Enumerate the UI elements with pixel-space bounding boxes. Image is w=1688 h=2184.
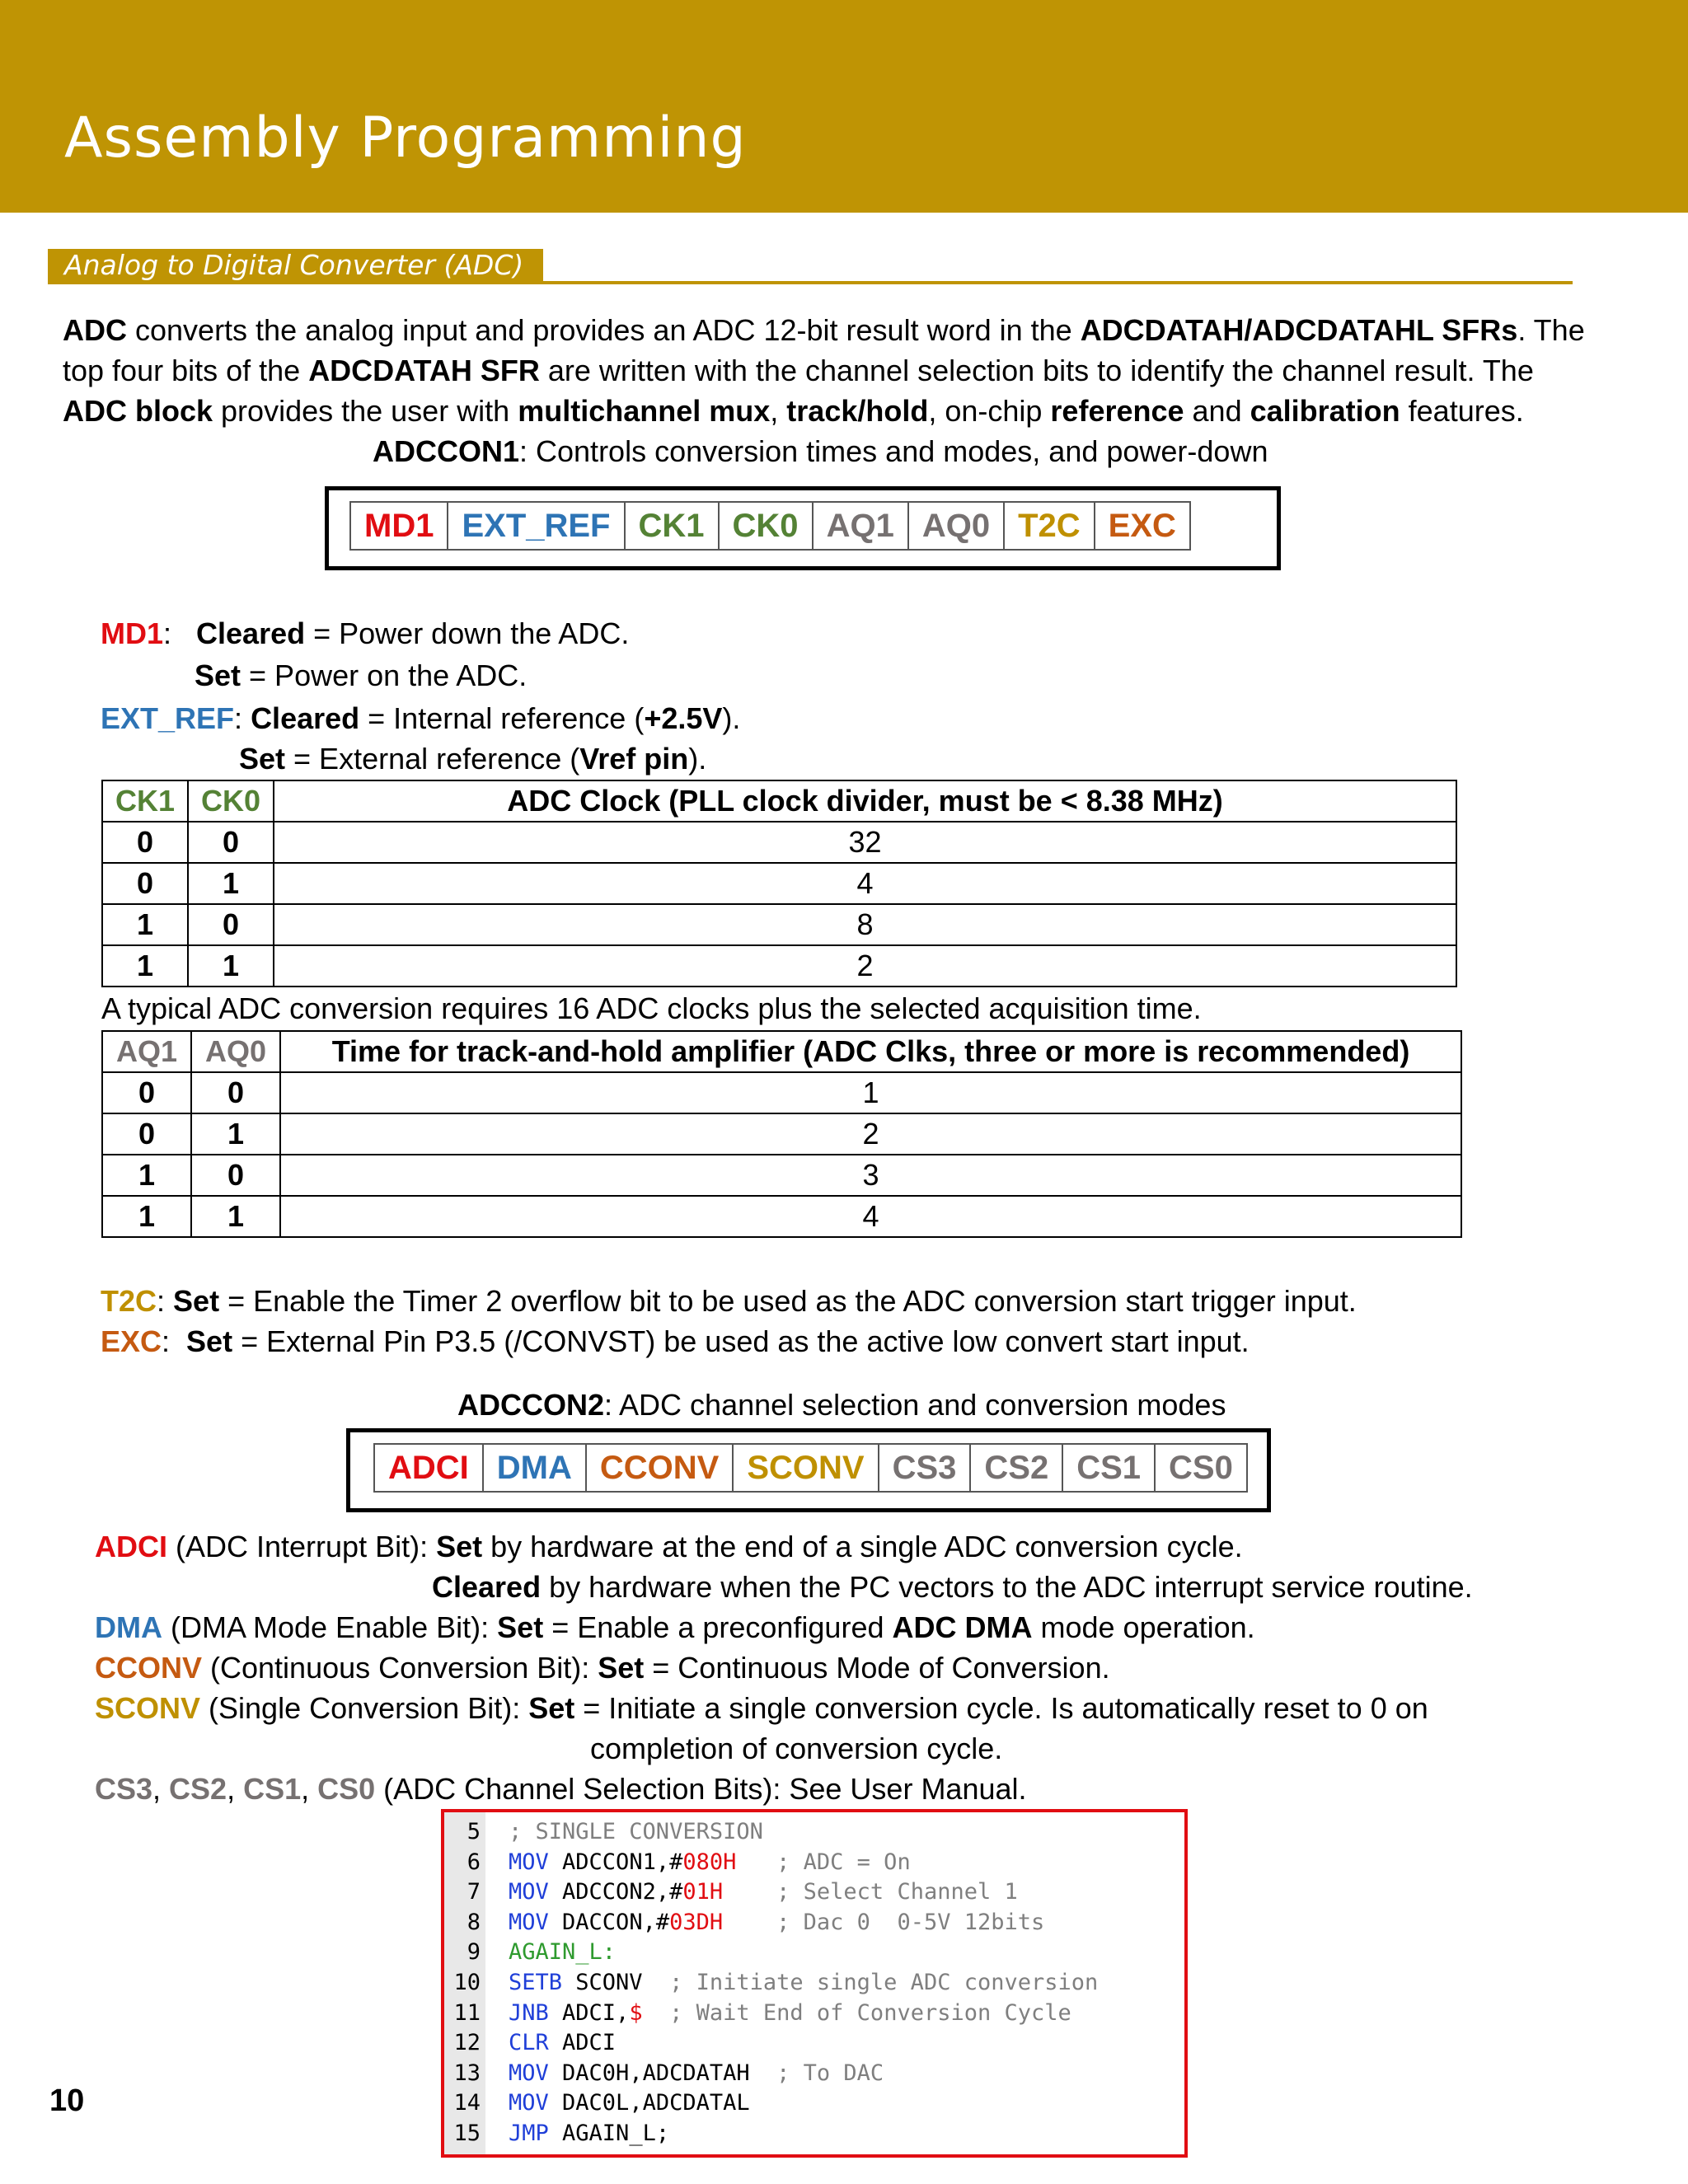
table-row (102, 1155, 1461, 1196)
adc-clock-table (101, 780, 1457, 987)
intro-line-1: ADC converts the analog input and provides an ADC 12-bit result word in the ADCDATAH/ADCDATAHL SFRs. The (63, 313, 1585, 347)
table-row (102, 1072, 1461, 1113)
table-cell: 0 (191, 1072, 280, 1113)
t2c-line: T2C: Set = Enable the Timer 2 overflow bit to be used as the ADC conversion start trigger input. (101, 1284, 1357, 1318)
table-cell: 1 (102, 1155, 191, 1196)
bit-cconv: CCONV (586, 1444, 733, 1492)
bit-t2c: T2C (1004, 502, 1095, 550)
bit-cs1: CS1 (1062, 1444, 1155, 1492)
table-row (102, 822, 1456, 863)
page-number: 10 (49, 2083, 85, 2118)
table-row (102, 904, 1456, 945)
adccon2-bit-table (373, 1443, 1248, 1493)
adci-set-line: ADCI (ADC Interrupt Bit): Set by hardware at the end of a single ADC conversion cycle. (95, 1530, 1243, 1563)
code-content: MOV DACCON,#03DH ; Dac 0 0-5V 12bits (509, 1909, 1045, 1935)
table-cell: 4 (274, 863, 1456, 904)
code-content: JMP AGAIN_L; (509, 2121, 670, 2146)
line-number: 5 (467, 1819, 481, 1844)
table-header-ck0: CK0 (188, 780, 274, 822)
table-header-clock: ADC Clock (PLL clock divider, must be < 8.38 MHz) (274, 780, 1456, 822)
md1-cleared-line: MD1: Cleared = Power down the ADC. (101, 616, 630, 650)
typical-conversion-note: A typical ADC conversion requires 16 ADC clocks plus the selected acquisition time. (101, 991, 1202, 1025)
table-cell: 0 (188, 904, 274, 945)
table-cell: 1 (191, 1196, 280, 1237)
table-cell: 1 (102, 904, 188, 945)
line-number: 6 (467, 1849, 481, 1875)
line-number: 15 (453, 2121, 481, 2146)
cconv-line: CCONV (Continuous Conversion Bit): Set = Continuous Mode of Conversion. (95, 1651, 1110, 1685)
cs-line: CS3, CS2, CS1, CS0 (ADC Channel Selection Bits): See User Manual. (95, 1772, 1027, 1806)
table-cell: 4 (280, 1196, 1461, 1237)
code-content: MOV DAC0H,ADCDATAH ; To DAC (509, 2060, 884, 2086)
table-row (102, 945, 1456, 987)
line-number: 11 (453, 1999, 481, 2026)
table-cell: 2 (274, 945, 1456, 987)
bit-aq1: AQ1 (813, 502, 908, 550)
table-cell: 0 (102, 1072, 191, 1113)
table-row (102, 1113, 1461, 1155)
adccon1-bit-table (349, 501, 1191, 551)
page-title: Assembly Programming (64, 105, 747, 171)
bit-md1: MD1 (350, 502, 448, 550)
intro-line-3: ADC block provides the user with multichannel mux, track/hold, on-chip reference and calibration features. (63, 394, 1524, 428)
section-title: Analog to Digital Converter (ADC) (48, 249, 543, 282)
table-row (102, 780, 1456, 822)
table-header-aq0: AQ0 (191, 1031, 280, 1072)
bit-ext-ref: EXT_REF (448, 502, 624, 550)
code-content: MOV ADCCON1,#080H ; ADC = On (509, 1849, 911, 1875)
code-content: CLR ADCI (509, 2030, 617, 2056)
code-content: SETB SCONV ; Initiate single ADC conversion (509, 1970, 1099, 1995)
bit-cs0: CS0 (1155, 1444, 1247, 1492)
bit-dma: DMA (483, 1444, 586, 1492)
adccon1-caption: ADCCON1: Controls conversion times and modes, and power-down (373, 434, 1268, 468)
bit-ck1: CK1 (625, 502, 719, 550)
acquisition-time-table (101, 1030, 1462, 1238)
bit-cs3: CS3 (879, 1444, 971, 1492)
sconv-line: SCONV (Single Conversion Bit): Set = Initiate a single conversion cycle. Is automatically reset to 0 on (95, 1691, 1428, 1725)
table-cell: 0 (102, 863, 188, 904)
bit-sconv: SCONV (733, 1444, 878, 1492)
bit-adci: ADCI (374, 1444, 483, 1492)
code-content: AGAIN_L: (509, 1939, 617, 1966)
table-cell: 32 (274, 822, 1456, 863)
table-cell: 1 (102, 945, 188, 987)
bit-aq0: AQ0 (908, 502, 1004, 550)
line-number: 13 (453, 2060, 481, 2086)
line-number: 7 (467, 1879, 481, 1905)
table-header-aq1: AQ1 (102, 1031, 191, 1072)
bit-cs2: CS2 (970, 1444, 1062, 1492)
table-header-time: Time for track-and-hold amplifier (ADC Clks, three or more is recommended) (280, 1031, 1461, 1072)
line-number: 12 (453, 2030, 481, 2056)
section-divider (48, 281, 1573, 284)
table-cell: 0 (188, 822, 274, 863)
adccon2-register-box (346, 1428, 1271, 1512)
table-row (102, 1196, 1461, 1237)
table-cell: 0 (102, 1113, 191, 1155)
bit-ck0: CK0 (719, 502, 813, 550)
table-cell: 1 (191, 1113, 280, 1155)
intro-line-2: top four bits of the ADCDATAH SFR are written with the channel selection bits to identify the channel result. The (63, 354, 1534, 387)
line-number: 10 (453, 1970, 481, 1995)
table-cell: 8 (274, 904, 1456, 945)
adccon2-caption: ADCCON2: ADC channel selection and conversion modes (457, 1388, 1226, 1422)
dma-line: DMA (DMA Mode Enable Bit): Set = Enable a preconfigured ADC DMA mode operation. (95, 1610, 1255, 1644)
code-content: ; SINGLE CONVERSION (509, 1819, 763, 1844)
code-content: MOV DAC0L,ADCDATAL (509, 2090, 750, 2116)
table-cell: 1 (188, 945, 274, 987)
line-number: 9 (467, 1939, 481, 1966)
adci-cleared-line: Cleared by hardware when the PC vectors to the ADC interrupt service routine. (432, 1570, 1473, 1604)
md1-set-line: Set = Power on the ADC. (195, 658, 528, 692)
table-cell: 2 (280, 1113, 1461, 1155)
line-number: 14 (453, 2090, 481, 2116)
code-content: MOV ADCCON2,#01H ; Select Channel 1 (509, 1879, 1018, 1905)
code-content: JNB ADCI,$ ; Wait End of Conversion Cycle (509, 1999, 1071, 2026)
table-cell: 1 (188, 863, 274, 904)
ext-ref-cleared-line: EXT_REF: Cleared = Internal reference (+2.5V). (101, 701, 741, 735)
table-row (102, 863, 1456, 904)
table-cell: 3 (280, 1155, 1461, 1196)
exc-line: EXC: Set = External Pin P3.5 (/CONVST) be used as the active low convert start input. (101, 1324, 1250, 1358)
table-header-ck1: CK1 (102, 780, 188, 822)
table-cell: 0 (102, 822, 188, 863)
table-cell: 1 (102, 1196, 191, 1237)
code-listing (441, 1809, 1188, 2158)
line-number: 8 (467, 1909, 481, 1935)
adccon1-register-box (325, 486, 1281, 570)
table-row (102, 1031, 1461, 1072)
table-cell: 0 (191, 1155, 280, 1196)
bit-exc: EXC (1095, 502, 1190, 550)
sconv-line-2: completion of conversion cycle. (590, 1732, 1003, 1765)
table-cell: 1 (280, 1072, 1461, 1113)
ext-ref-set-line: Set = External reference (Vref pin). (239, 742, 707, 776)
